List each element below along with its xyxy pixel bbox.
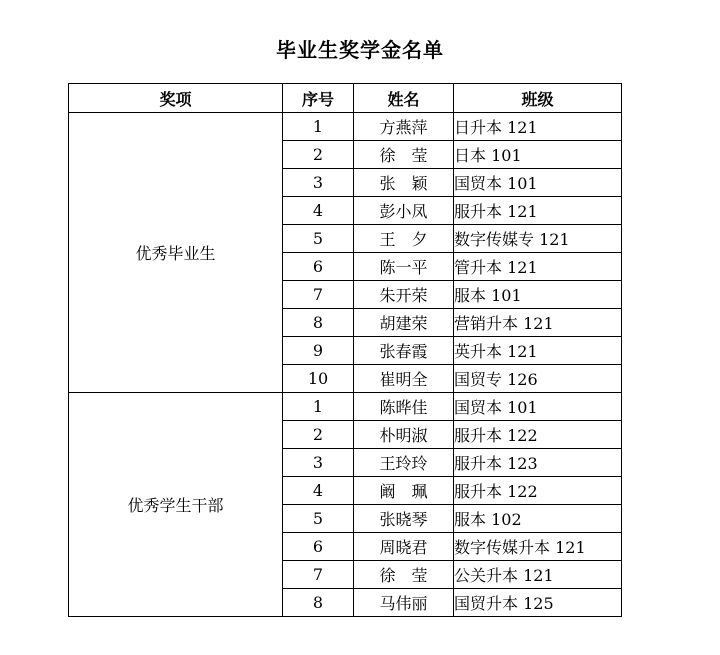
seq-cell: 6 (283, 253, 354, 281)
name-cell: 张晓琴 (354, 505, 454, 533)
table-row (69, 393, 622, 421)
seq-cell: 5 (283, 225, 354, 253)
seq-cell: 10 (283, 365, 354, 393)
name-cell: 朴明淑 (354, 421, 454, 449)
class-cell: 服本 102 (454, 505, 622, 533)
class-cell: 服升本 123 (454, 449, 622, 477)
name-cell: 马伟丽 (354, 589, 454, 617)
class-cell: 服升本 122 (454, 477, 622, 505)
header-name: 姓名 (354, 84, 454, 113)
name-cell: 王 夕 (354, 225, 454, 253)
seq-cell: 2 (283, 421, 354, 449)
header-award: 奖项 (69, 84, 283, 113)
scholarship-table (68, 83, 622, 617)
class-cell: 国贸本 101 (454, 393, 622, 421)
class-cell: 国贸专 126 (454, 365, 622, 393)
seq-cell: 9 (283, 337, 354, 365)
name-cell: 陈一平 (354, 253, 454, 281)
seq-cell: 3 (283, 449, 354, 477)
class-cell: 服本 101 (454, 281, 622, 309)
class-cell: 服升本 121 (454, 197, 622, 225)
class-cell: 管升本 121 (454, 253, 622, 281)
seq-cell: 2 (283, 141, 354, 169)
seq-cell: 4 (283, 197, 354, 225)
class-cell: 公关升本 121 (454, 561, 622, 589)
name-cell: 彭小凤 (354, 197, 454, 225)
name-cell: 王玲玲 (354, 449, 454, 477)
name-cell: 徐 莹 (354, 141, 454, 169)
name-cell: 徐 莹 (354, 561, 454, 589)
page-title: 毕业生奖学金名单 (276, 38, 444, 62)
name-cell: 陈晔佳 (354, 393, 454, 421)
class-cell: 营销升本 121 (454, 309, 622, 337)
seq-cell: 4 (283, 477, 354, 505)
name-cell: 崔明全 (354, 365, 454, 393)
header-class: 班级 (454, 84, 622, 113)
seq-cell: 6 (283, 533, 354, 561)
seq-cell: 1 (283, 113, 354, 141)
name-cell: 阚 珮 (354, 477, 454, 505)
seq-cell: 3 (283, 169, 354, 197)
class-cell: 日本 101 (454, 141, 622, 169)
award-category-cell: 优秀毕业生 (69, 113, 283, 393)
seq-cell: 1 (283, 393, 354, 421)
seq-cell: 5 (283, 505, 354, 533)
class-cell: 国贸升本 125 (454, 589, 622, 617)
class-cell: 英升本 121 (454, 337, 622, 365)
class-cell: 服升本 122 (454, 421, 622, 449)
name-cell: 张春霞 (354, 337, 454, 365)
name-cell: 方燕萍 (354, 113, 454, 141)
class-cell: 国贸本 101 (454, 169, 622, 197)
table-header-row (69, 84, 622, 113)
name-cell: 周晓君 (354, 533, 454, 561)
seq-cell: 8 (283, 309, 354, 337)
seq-cell: 7 (283, 281, 354, 309)
table-row (69, 113, 622, 141)
class-cell: 日升本 121 (454, 113, 622, 141)
award-category-cell: 优秀学生干部 (69, 393, 283, 617)
name-cell: 张 颖 (354, 169, 454, 197)
seq-cell: 7 (283, 561, 354, 589)
name-cell: 朱开荣 (354, 281, 454, 309)
seq-cell: 8 (283, 589, 354, 617)
name-cell: 胡建荣 (354, 309, 454, 337)
class-cell: 数字传媒专 121 (454, 225, 622, 253)
table-body (69, 113, 622, 617)
class-cell: 数字传媒升本 121 (454, 533, 622, 561)
header-seq: 序号 (283, 84, 354, 113)
